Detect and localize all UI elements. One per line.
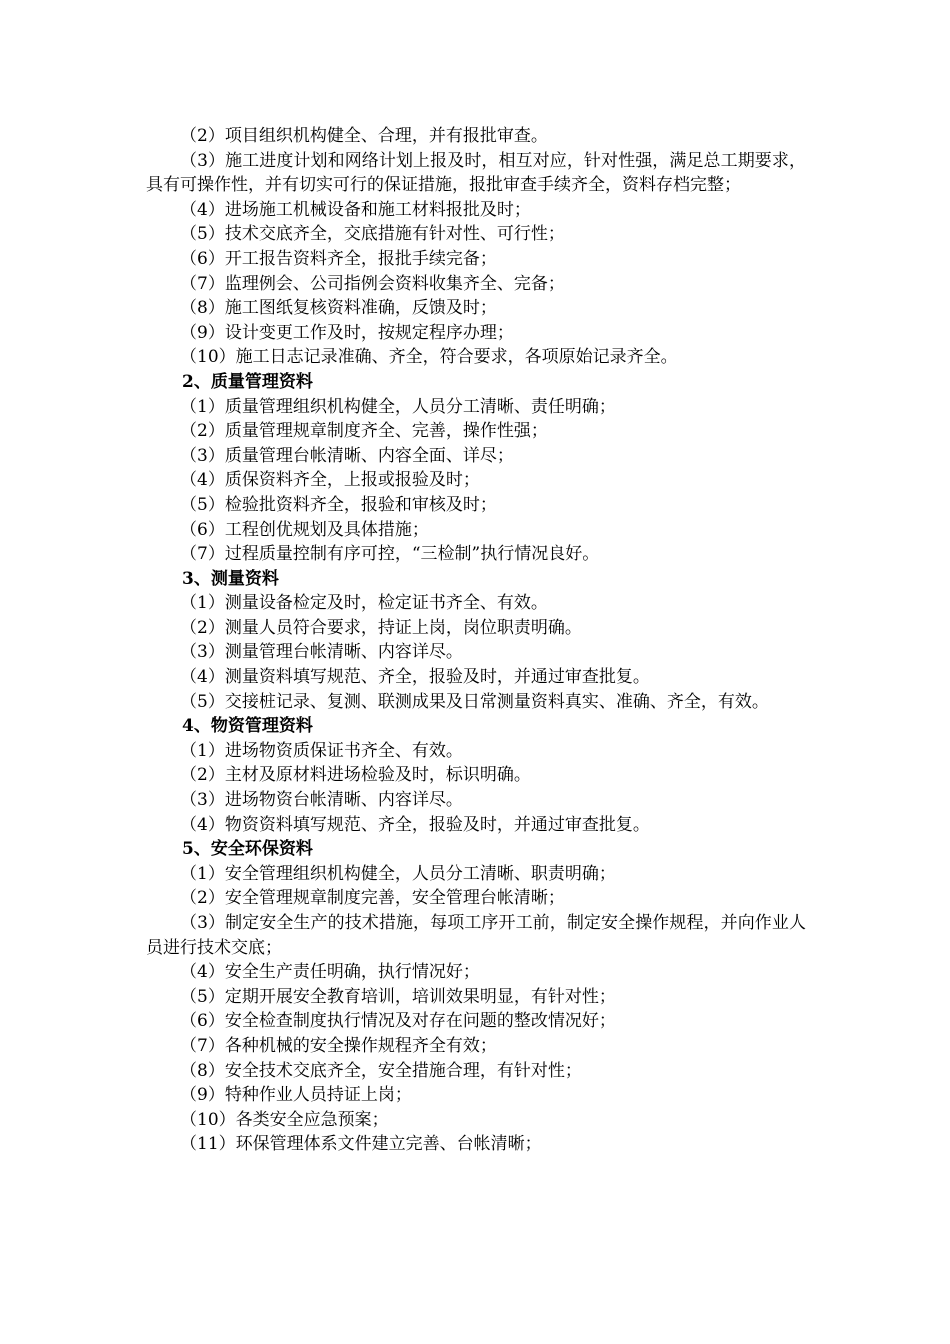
section-quality-management bbox=[146, 370, 806, 567]
section-heading: 4、物资管理资料 bbox=[182, 716, 313, 737]
list-item: （3）质量管理台帐清晰、内容全面、详尽； bbox=[180, 445, 514, 466]
list-item: （7）各种机械的安全操作规程齐全有效； bbox=[180, 1035, 497, 1056]
list-item: （1）安全管理组织机构健全，人员分工清晰、职责明确； bbox=[180, 863, 616, 884]
list-item: （5）交接桩记录、复测、联测成果及日常测量资料真实、准确、齐全，有效。 bbox=[180, 691, 769, 712]
list-item: （4）安全生产责任明确，执行情况好； bbox=[180, 962, 480, 983]
section-heading: 3、测量资料 bbox=[182, 568, 279, 589]
list-item: （2）安全管理规章制度完善，安全管理台帐清晰； bbox=[180, 888, 565, 909]
list-item: （2）项目组织机构健全、合理，并有报批审查。 bbox=[180, 126, 548, 146]
section-materials-management bbox=[146, 714, 806, 837]
list-item: （8）安全技术交底齐全，安全措施合理，有针对性； bbox=[180, 1060, 582, 1081]
list-item: （11）环保管理体系文件建立完善、台帐清晰； bbox=[180, 1134, 542, 1155]
list-item: （6）开工报告资料齐全，报批手续完备； bbox=[180, 248, 497, 269]
list-item: （4）质保资料齐全，上报或报验及时； bbox=[180, 470, 480, 491]
list-item: （6）工程创优规划及具体措施； bbox=[180, 519, 429, 540]
list-item: （3）测量管理台帐清晰、内容详尽。 bbox=[180, 642, 463, 663]
document-body bbox=[146, 124, 806, 1157]
section-safety-environment bbox=[146, 837, 806, 1157]
list-item: （3）制定安全生产的技术措施，每项工序开工前，制定安全操作规程，并向作业人员进行技术交底； bbox=[146, 913, 806, 958]
list-item: （3）施工进度计划和网络计划上报及时，相互对应，针对性强，满足总工期要求，具有可操作性，并有切实可行的保证措施，报批审查手续齐全，资料存档完整； bbox=[146, 150, 806, 196]
list-item: （5）检验批资料齐全，报验和审核及时； bbox=[180, 494, 497, 515]
list-item: （7）监理例会、公司指例会资料收集齐全、完备； bbox=[180, 273, 565, 294]
list-item: （3）进场物资台帐清晰、内容详尽。 bbox=[180, 790, 463, 811]
list-item: （10）各类安全应急预案； bbox=[180, 1109, 389, 1130]
list-item: （1）测量设备检定及时，检定证书齐全、有效。 bbox=[180, 593, 548, 614]
list-item: （5）定期开展安全教育培训，培训效果明显，有针对性； bbox=[180, 986, 616, 1007]
section-project-management bbox=[146, 124, 806, 370]
list-item: （8）施工图纸复核资料准确，反馈及时； bbox=[180, 298, 497, 319]
list-item: （5）技术交底齐全，交底措施有针对性、可行性； bbox=[180, 224, 565, 245]
list-item: （1）质量管理组织机构健全，人员分工清晰、责任明确； bbox=[180, 396, 616, 417]
section-survey bbox=[146, 567, 806, 715]
list-item: （9）特种作业人员持证上岗； bbox=[180, 1085, 412, 1106]
list-item: （2）主材及原材料进场检验及时，标识明确。 bbox=[180, 765, 531, 786]
list-item: （4）测量资料填写规范、齐全，报验及时，并通过审查批复。 bbox=[180, 667, 650, 688]
list-item: （4）进场施工机械设备和施工材料报批及时； bbox=[180, 199, 531, 220]
list-item: （2）质量管理规章制度齐全、完善，操作性强； bbox=[180, 421, 548, 442]
list-item: （1）进场物资质保证书齐全、有效。 bbox=[180, 740, 463, 761]
section-heading: 5、安全环保资料 bbox=[182, 839, 313, 860]
list-item: （6）安全检查制度执行情况及对存在问题的整改情况好； bbox=[180, 1011, 616, 1032]
list-item: （7）过程质量控制有序可控，“三检制”执行情况良好。 bbox=[180, 544, 600, 565]
list-item: （4）物资资料填写规范、齐全，报验及时，并通过审查批复。 bbox=[180, 814, 650, 835]
list-item: （2）测量人员符合要求，持证上岗，岗位职责明确。 bbox=[180, 617, 582, 638]
list-item: （10）施工日志记录准确、齐全，符合要求，各项原始记录齐全。 bbox=[180, 347, 678, 368]
section-heading: 2、质量管理资料 bbox=[182, 371, 313, 392]
list-item: （9）设计变更工作及时，按规定程序办理； bbox=[180, 322, 514, 343]
